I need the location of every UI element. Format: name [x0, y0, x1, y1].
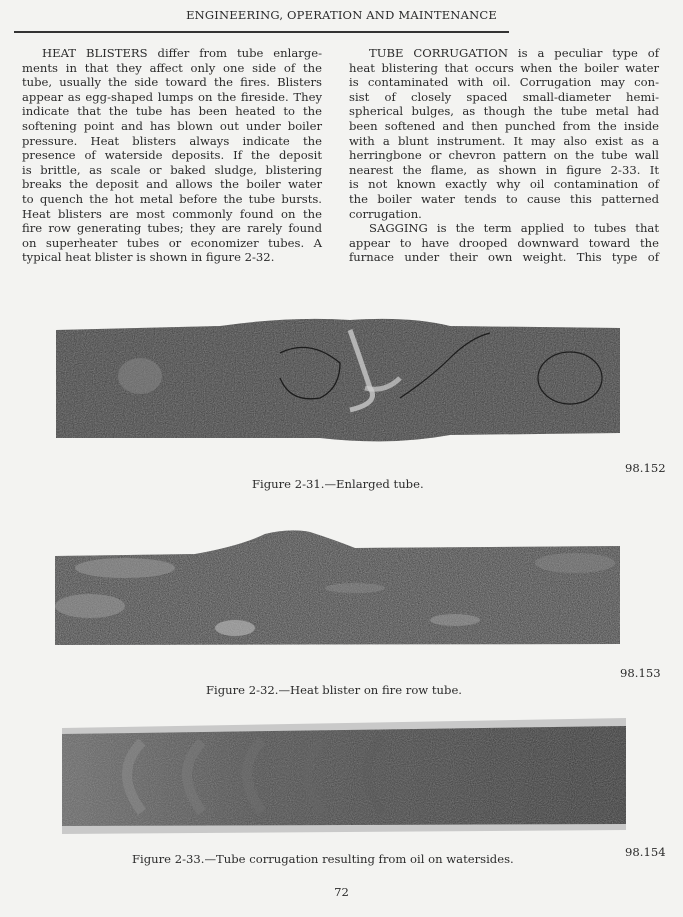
- text-line: Heat blisters are most commonly found on the: [22, 206, 322, 221]
- text-line: presence of waterside deposits. If the deposit: [22, 148, 322, 163]
- left-column: [22, 46, 322, 265]
- text-line: is not known exactly why oil contamination of: [349, 177, 659, 192]
- text-line: typical heat blister is shown in figure 2-32.: [22, 250, 275, 265]
- text-line: with a blunt instrument. It may also exist as a: [349, 133, 659, 148]
- text-line: on superheater tubes or economizer tubes. A: [22, 235, 322, 250]
- text-line: breaks the deposit and allows the boiler water: [22, 177, 322, 192]
- text-line: spherical bulges, as though the tube metal had: [349, 104, 659, 119]
- text-line: SAGGING is the term applied to tubes that: [369, 221, 659, 236]
- text-line: pressure. Heat blisters always indicate the: [22, 133, 322, 148]
- text-line: appear to have drooped downward toward the: [349, 235, 659, 250]
- text-line: ments in that they affect only one side of the: [22, 60, 322, 75]
- figure-number: 98.153: [620, 666, 661, 680]
- text-line: tube, usually the side toward the fires. Blisters: [22, 75, 322, 90]
- text-line: indicate that the tube has been heated to the: [22, 104, 322, 119]
- page-number: 72: [334, 885, 349, 899]
- text-line: corrugation.: [349, 206, 422, 221]
- text-line: softening point and has blown out under boiler: [22, 118, 322, 133]
- text-line: herringbone or chevron pattern on the tube wall: [349, 148, 659, 163]
- text-line: been softened and then punched from the inside: [349, 118, 659, 133]
- text-line: appear as egg-shaped lumps on the fireside. They: [22, 89, 322, 104]
- text-line: to quench the hot metal before the tube bursts.: [22, 191, 322, 206]
- figure-heat-blister-photo: [55, 528, 630, 656]
- text-line: fire row generating tubes; they are rarely found: [22, 221, 322, 236]
- text-line: HEAT BLISTERS differ from tube enlarge-: [42, 46, 322, 60]
- text-line: is contaminated with oil. Corrugation may con-: [349, 75, 659, 90]
- running-header: ENGINEERING, OPERATION AND MAINTENANCE: [186, 8, 497, 22]
- text-line: nearest the flame, as shown in figure 2-33. It: [349, 162, 659, 177]
- text-line: is brittle, as scale or baked sludge, blistering: [22, 162, 322, 177]
- text-line: sist of closely spaced small-diameter hemi-: [349, 89, 659, 104]
- figure-caption: Figure 2-31.—Enlarged tube.: [252, 477, 424, 491]
- header-rule: [14, 31, 509, 33]
- text-line: furnace under their own weight. This type of: [349, 250, 659, 265]
- figure-tube-corrugation-photo: [62, 712, 626, 837]
- text-line: heat blistering that occurs when the boiler water: [349, 60, 659, 75]
- figure-caption: Figure 2-33.—Tube corrugation resulting from oil on watersides.: [132, 852, 514, 866]
- text-line: TUBE CORRUGATION is a peculiar type of: [369, 46, 659, 60]
- figure-number: 98.154: [625, 845, 666, 859]
- text-line: the boiler water tends to cause this patterned: [349, 191, 659, 206]
- figure-number: 98.152: [625, 461, 666, 475]
- right-column: [349, 46, 659, 265]
- figure-enlarged-tube-photo: [50, 318, 630, 453]
- figure-caption: Figure 2-32.—Heat blister on fire row tube.: [206, 683, 462, 697]
